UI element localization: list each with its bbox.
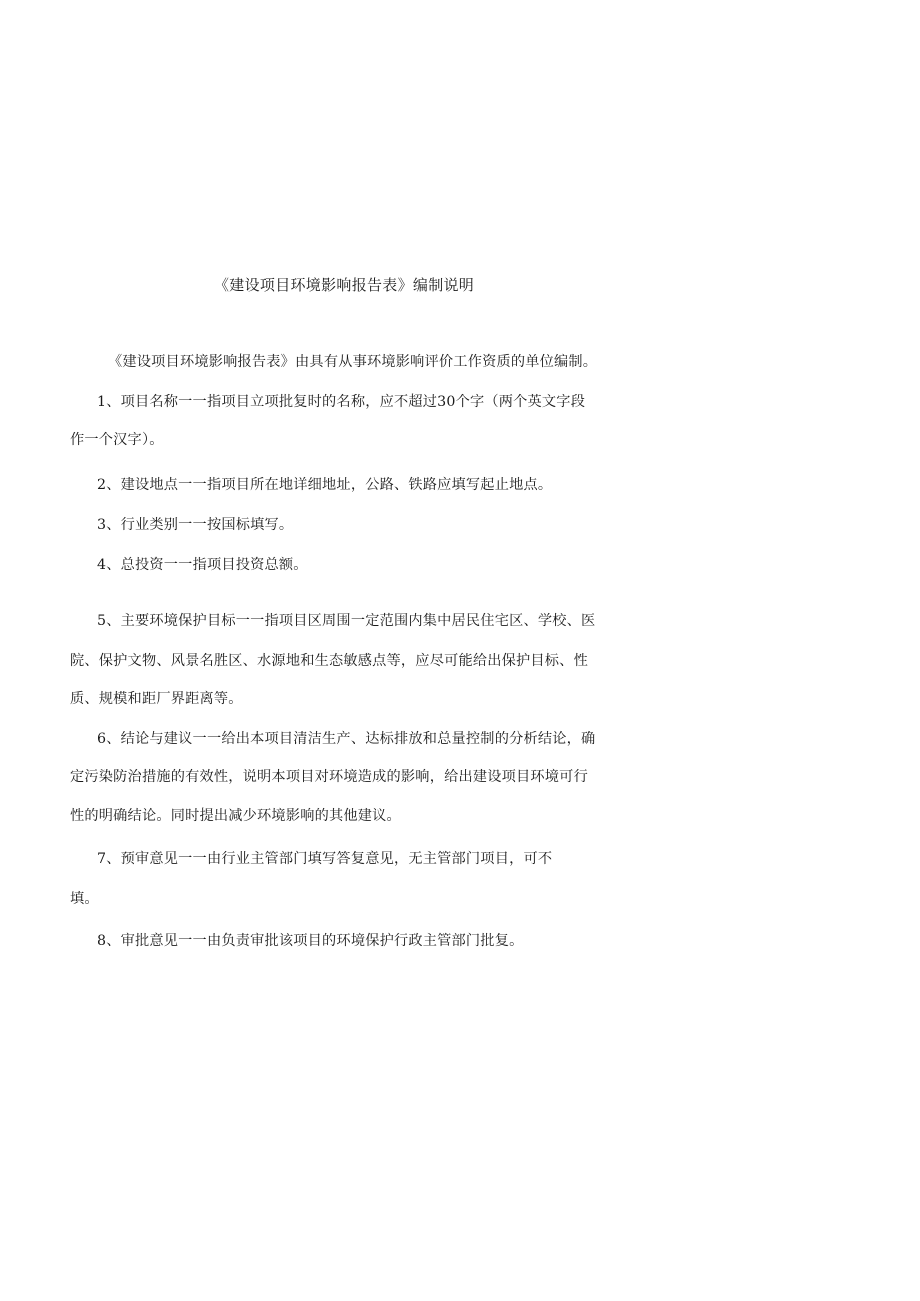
item-6-line-1: 6、结论与建议一一给出本项目清洁生产、达标排放和总量控制的分析结论，确 bbox=[97, 731, 596, 747]
item-6-line-3: 性的明确结论。同时提出减少环境影响的其他建议。 bbox=[70, 808, 401, 824]
item-7-line-1: 7、预审意见一一由行业主管部门填写答复意见，无主管部门项目，可不 bbox=[97, 851, 553, 867]
document-title: 《建设项目环境影响报告表》编制说明 bbox=[214, 276, 475, 294]
item-4-line-1: 4、总投资一一指项目投资总额。 bbox=[97, 557, 308, 573]
item-5-line-2: 院、保护文物、风景名胜区、水源地和生态敏感点等，应尽可能给出保护目标、性 bbox=[70, 653, 588, 669]
item-7-line-2: 填。 bbox=[70, 891, 99, 907]
item-3-line-1: 3、行业类别一一按国标填写。 bbox=[97, 517, 294, 533]
item-2-line-1: 2、建设地点一一指项目所在地详细地址，公路、铁路应填写起止地点。 bbox=[97, 477, 553, 493]
item-5-line-1: 5、主要环境保护目标一一指项目区周围一定范围内集中居民住宅区、学校、医 bbox=[97, 613, 596, 629]
item-5-line-3: 质、规模和距厂界距离等。 bbox=[70, 691, 243, 707]
item-8-line-1: 8、审批意见一一由负责审批该项目的环境保护行政主管部门批复。 bbox=[97, 933, 524, 949]
item-1-line-2: 作一个汉字）。 bbox=[70, 432, 164, 448]
intro-paragraph: 《建设项目环境影响报告表》由具有从事环境影响评价工作资质的单位编制。 bbox=[108, 354, 598, 370]
item-6-line-2: 定污染防治措施的有效性，说明本项目对环境造成的影响，给出建设项目环境可行 bbox=[70, 769, 588, 785]
item-1-line-1: 1、项目名称一一指项目立项批复时的名称，应不超过30个字（两个英文字段 bbox=[97, 394, 586, 410]
